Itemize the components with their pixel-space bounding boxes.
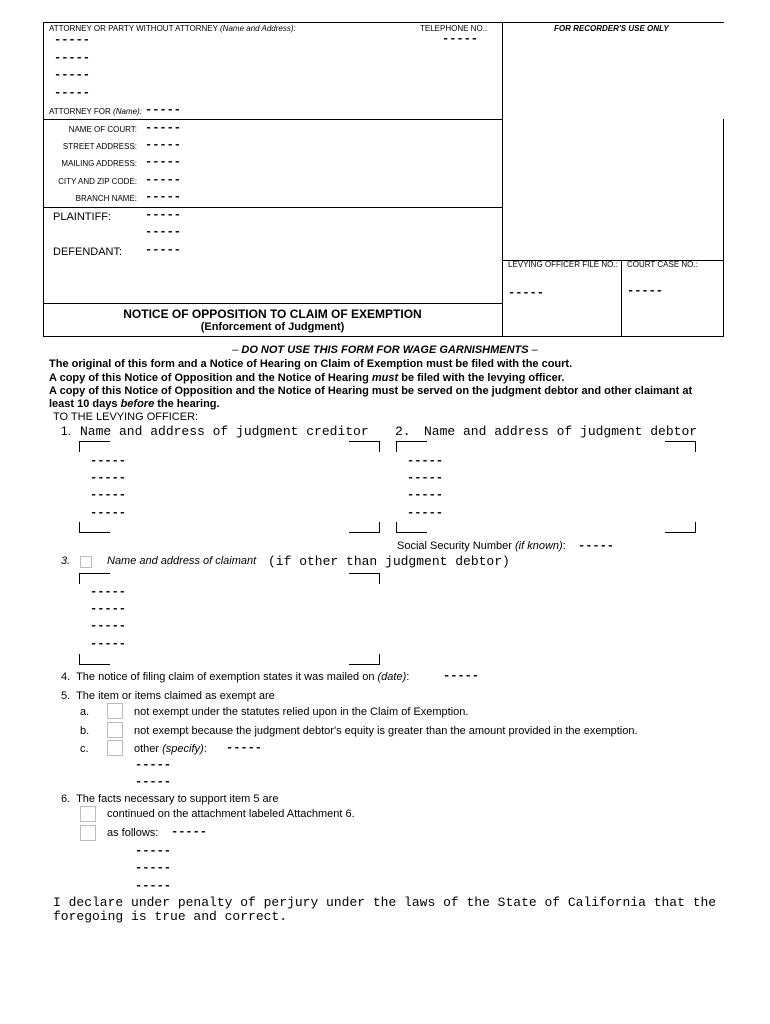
court-name-label: NAME OF COURT:	[68, 125, 137, 134]
claimant-bracket-br	[349, 654, 380, 665]
item-3-suffix: (if other than judgment debtor)	[268, 554, 510, 569]
city-zip-label: CITY AND ZIP CODE:	[58, 177, 137, 186]
item-5c-text: other (specify):	[134, 743, 207, 755]
top-border	[43, 22, 724, 23]
defendant-field[interactable]: -----	[145, 243, 182, 257]
notice-line-2	[49, 372, 564, 384]
attorney-address-field-3[interactable]: -----	[54, 86, 91, 100]
attorney-for-label	[49, 107, 142, 116]
creditor-field-2[interactable]: -----	[90, 471, 127, 485]
parties-section-divider	[43, 303, 502, 304]
item-6b-text: as follows:	[107, 827, 159, 839]
item-4-hint: (date)	[377, 671, 407, 683]
item-6b-field-1[interactable]: -----	[171, 825, 208, 839]
ssn-label-hint: (if known)	[515, 540, 563, 552]
attorney-address-field-1[interactable]: -----	[54, 51, 91, 65]
warning-text: DO NOT USE THIS FORM FOR WAGE GARNISHMENTS	[241, 344, 529, 356]
to-levying-officer: TO THE LEVYING OFFICER:	[53, 411, 199, 423]
wage-garnishment-warning: – DO NOT USE THIS FORM FOR WAGE GARNISHMENTS –	[232, 344, 538, 356]
item-5c-field-1[interactable]: -----	[226, 741, 263, 755]
court-case-label: COURT CASE NO.:	[627, 260, 698, 269]
item-6b-field-2[interactable]: -----	[135, 844, 172, 858]
item-5c-field-2[interactable]: -----	[135, 758, 172, 772]
levying-officer-label: LEVYING OFFICER FILE NO.:	[508, 260, 618, 269]
defendant-label: DEFENDANT:	[53, 246, 123, 258]
debtor-bracket-tl	[396, 441, 427, 452]
form-subtitle: (Enforcement of Judgment)	[200, 321, 345, 333]
notice-line-2c: be filed with the levying officer.	[398, 372, 565, 384]
court-name-field[interactable]: -----	[145, 121, 182, 135]
debtor-field-2[interactable]: -----	[407, 471, 444, 485]
item-5b-text: not exempt because the judgment debtor's equity is greater than the amount provided in the exemption.	[134, 725, 638, 737]
ssn-field[interactable]: -----	[578, 539, 615, 553]
item-1-number: 1.	[61, 424, 72, 438]
debtor-bracket-bl	[396, 522, 427, 533]
claimant-bracket-tl	[79, 573, 110, 584]
court-case-field[interactable]: -----	[627, 284, 664, 298]
item-5a-text: not exempt under the statutes relied upon in the Claim of Exemption.	[134, 706, 469, 718]
claimant-bracket-tr	[349, 573, 380, 584]
attorney-for-text: ATTORNEY FOR	[49, 107, 111, 116]
item-5c-label: other	[134, 743, 160, 755]
attorney-address-field-2[interactable]: -----	[54, 68, 91, 82]
debtor-field-1[interactable]: -----	[407, 454, 444, 468]
item-6-text: 6. The facts necessary to support item 5 are	[61, 793, 279, 805]
item-5c-field-3[interactable]: -----	[135, 775, 172, 789]
ssn-label: Social Security Number (if known):	[397, 540, 566, 552]
item-2-number: 2.	[395, 424, 411, 439]
item-3-number: 3.	[61, 555, 71, 567]
creditor-bracket-bl	[79, 522, 110, 533]
item-5c-checkbox[interactable]	[107, 740, 123, 756]
attorney-for-field[interactable]: -----	[145, 103, 182, 117]
item-4-text: 4. The notice of filing claim of exemption states it was mailed on (date):	[61, 671, 410, 683]
item-5c-letter: c.	[80, 743, 89, 755]
notice-line-2a: A copy of this Notice of Opposition and the Notice of Hearing	[49, 372, 372, 384]
court-section-divider	[43, 207, 502, 208]
creditor-bracket-br	[349, 522, 380, 533]
ssn-label-text: Social Security Number	[397, 540, 512, 552]
mailing-address-field[interactable]: -----	[145, 155, 182, 169]
branch-name-field[interactable]: -----	[145, 190, 182, 204]
item-5b-checkbox[interactable]	[107, 722, 123, 738]
mailing-address-label: MAILING ADDRESS:	[61, 159, 137, 168]
notice-line-3: A copy of this Notice of Opposition and the Notice of Hearing must be served on the judgment debtor and other claimant at	[49, 385, 693, 397]
plaintiff-field[interactable]: -----	[145, 208, 182, 222]
city-zip-field[interactable]: -----	[145, 173, 182, 187]
street-address-field[interactable]: -----	[145, 138, 182, 152]
telephone-label: TELEPHONE NO.:	[420, 24, 488, 33]
mailed-date-field[interactable]: -----	[443, 669, 480, 683]
item-3-checkbox[interactable]	[80, 556, 92, 568]
form-title: NOTICE OF OPPOSITION TO CLAIM OF EXEMPTION	[123, 307, 422, 321]
item-5a-checkbox[interactable]	[107, 703, 123, 719]
recorder-label: FOR RECORDER'S USE ONLY	[554, 24, 669, 33]
notice-line-3c: before	[120, 398, 155, 410]
declaration-line-2: foregoing is true and correct.	[53, 909, 288, 924]
item-5c-hint: (specify)	[162, 743, 204, 755]
item-1-label: Name and address of judgment creditor	[80, 424, 369, 439]
debtor-field-3[interactable]: -----	[407, 488, 444, 502]
creditor-bracket-tl	[79, 441, 110, 452]
levying-officer-field[interactable]: -----	[508, 286, 545, 300]
plaintiff-label: PLAINTIFF:	[53, 211, 112, 223]
middle-divider	[502, 22, 503, 337]
attorney-name-field[interactable]: -----	[54, 33, 91, 47]
declaration-line-1: I declare under penalty of perjury under the laws of the State of California that the	[53, 895, 717, 910]
claimant-field-3[interactable]: -----	[90, 619, 127, 633]
item-6a-text: continued on the attachment labeled Attachment 6.	[107, 808, 355, 820]
claimant-bracket-bl	[79, 654, 110, 665]
debtor-field-4[interactable]: -----	[407, 506, 444, 520]
item-5b-letter: b.	[80, 725, 90, 737]
item-5a-letter: a.	[80, 706, 90, 718]
attorney-for-hint: (Name):	[113, 107, 142, 116]
claimant-field-4[interactable]: -----	[90, 637, 127, 651]
street-address-label: STREET ADDRESS:	[62, 142, 137, 151]
attorney-label-hint: (Name and Address):	[220, 24, 296, 33]
notice-line-3d: the hearing.	[154, 398, 220, 410]
creditor-field-4[interactable]: -----	[90, 506, 127, 520]
attorney-label	[49, 24, 296, 33]
claimant-field-2[interactable]: -----	[90, 602, 127, 616]
item-6b-checkbox[interactable]	[80, 825, 96, 841]
item-6a-checkbox[interactable]	[80, 806, 96, 822]
notice-line-3b: least 10 days	[49, 398, 121, 410]
header-bottom-border	[43, 336, 724, 337]
item-2-label: Name and address of judgment debtor	[424, 424, 698, 439]
creditor-bracket-tr	[349, 441, 380, 452]
claimant-field-1[interactable]: -----	[90, 585, 127, 599]
case-no-divider	[621, 260, 622, 337]
plaintiff-field-2[interactable]: -----	[145, 225, 182, 239]
attorney-section-divider	[43, 119, 502, 120]
creditor-field-3[interactable]: -----	[90, 488, 127, 502]
debtor-bracket-br	[665, 522, 696, 533]
debtor-bracket-tr	[665, 441, 696, 452]
item-5-text: 5. The item or items claimed as exempt are	[61, 690, 275, 702]
item-6b-field-4[interactable]: -----	[135, 879, 172, 893]
attorney-label-text: ATTORNEY OR PARTY WITHOUT ATTORNEY	[49, 24, 218, 33]
item-4-label: 4. The notice of filing claim of exemption states it was mailed on	[61, 671, 375, 683]
right-border	[723, 119, 724, 337]
creditor-field-1[interactable]: -----	[90, 454, 127, 468]
branch-name-label: BRANCH NAME:	[75, 194, 137, 203]
notice-line-2b: must	[371, 372, 399, 384]
notice-line-3-cont	[49, 398, 220, 410]
notice-line-1: The original of this form and a Notice of Hearing on Claim of Exemption must be filed with the court.	[49, 358, 573, 370]
telephone-field[interactable]: -----	[442, 32, 479, 46]
item-6b-field-3[interactable]: -----	[135, 861, 172, 875]
item-3-label: Name and address of claimant	[107, 555, 257, 567]
